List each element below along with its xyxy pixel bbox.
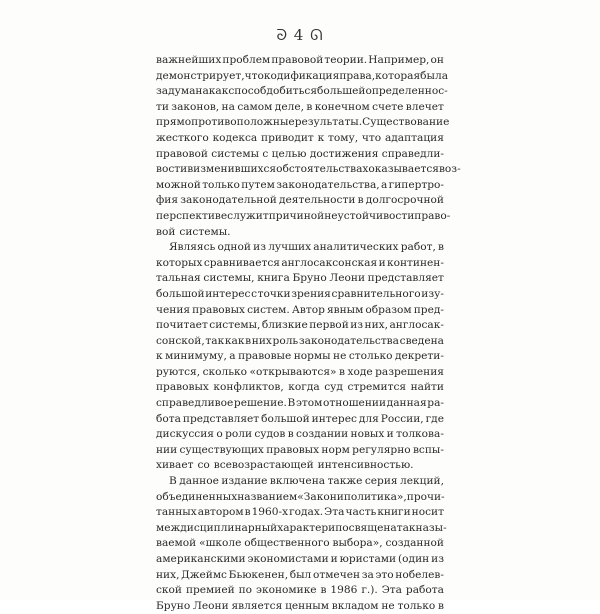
text-line: к минимуму, а правовые нормы не столько декрети-: [156, 350, 444, 363]
text-line: можной только путем законодательства, а гипертро-: [156, 178, 444, 191]
text-line: прямо противоположные результаты. Существование: [156, 116, 450, 129]
text-line: вости в изменившихся обстоятельствах оказывается воз-: [156, 163, 461, 176]
text-line: жесткого кодекса приводит к тому, что адаптация: [156, 131, 444, 144]
text-line: Бруно Леони является ценным вкладом не только в: [156, 599, 444, 612]
text-line: фия законодательной деятельности в долгосрочной: [156, 194, 444, 207]
text-line: ти законов, на самом деле, в конечном счете влечет: [156, 100, 444, 113]
text-line: вой системы.: [156, 225, 231, 238]
text-line: междисциплинарный характер и посвящена так назы-: [156, 521, 447, 534]
text-line: них, Джеймс Бьюкенен, был отмечен за это нобелев-: [156, 568, 444, 581]
paragraph: [156, 53, 461, 240]
text-line: важнейших проблем правовой теории. Например, он: [156, 54, 444, 66]
body-text: [156, 53, 461, 614]
page-number: 4: [293, 26, 305, 44]
text-line: почитает системы, близкие первой из них, англосак-: [156, 319, 444, 332]
text-line: сонской, так как в них роль законодательства сведена: [156, 334, 444, 347]
text-line: бота представляет большой интерес для России, где: [156, 412, 444, 425]
text-line: хивает со всевозрастающей интенсивностью.: [156, 459, 414, 472]
text-line: правовой системы с целью достижения справедли-: [156, 147, 444, 160]
text-line: справедливое решение. В этом отношении данная ра-: [156, 397, 444, 410]
paragraph: [156, 240, 444, 474]
text-line: перспективе служит причиной неустойчивости право-: [156, 209, 451, 222]
ornament-left: ᘐ: [276, 26, 288, 44]
text-line: объединенных названием «Закон и политика», прочи-: [156, 490, 445, 503]
text-line: танных автором в 1960-х годах. Эта часть книги носит: [156, 506, 444, 519]
text-line: дискуссия о роли судов в создании новых и толкова-: [156, 428, 444, 441]
text-line: ваемой «школе общественного выбора», созданной: [156, 537, 444, 550]
text-line: Являясь одной из лучших аналитических работ, в: [169, 241, 444, 254]
text-line: правовых конфликтов, когда суд стремится найти: [156, 381, 444, 394]
text-line: чения правовых систем. Автор явным образом пред-: [156, 303, 444, 316]
paragraph: [156, 474, 447, 614]
text-line: большой интерес с точки зрения сравнительного изу-: [156, 287, 444, 300]
page-folio: [0, 26, 600, 44]
text-line: ской премией по экономике в 1986 г.). Эта работа: [156, 584, 444, 597]
text-line: В данное издание включена также серия лекций,: [169, 475, 444, 488]
text-line: руются, сколько «открываются» в ходе разрешения: [156, 365, 444, 378]
text-line: тальная системы, книга Бруно Леони представляет: [156, 272, 444, 285]
text-line: американскими экономистами и юристами (один из: [156, 553, 444, 565]
text-line: демонстрирует, что кодификация права, которая была: [156, 69, 449, 82]
text-line: которых сравнивается англосаксонская и континен-: [156, 256, 444, 269]
ornament-right: ᘏ: [310, 26, 324, 44]
text-line: нии существующих правовых норм регулярно вспы-: [156, 443, 444, 456]
text-line: задумана как способ добиться большей определеннос-: [156, 85, 448, 98]
